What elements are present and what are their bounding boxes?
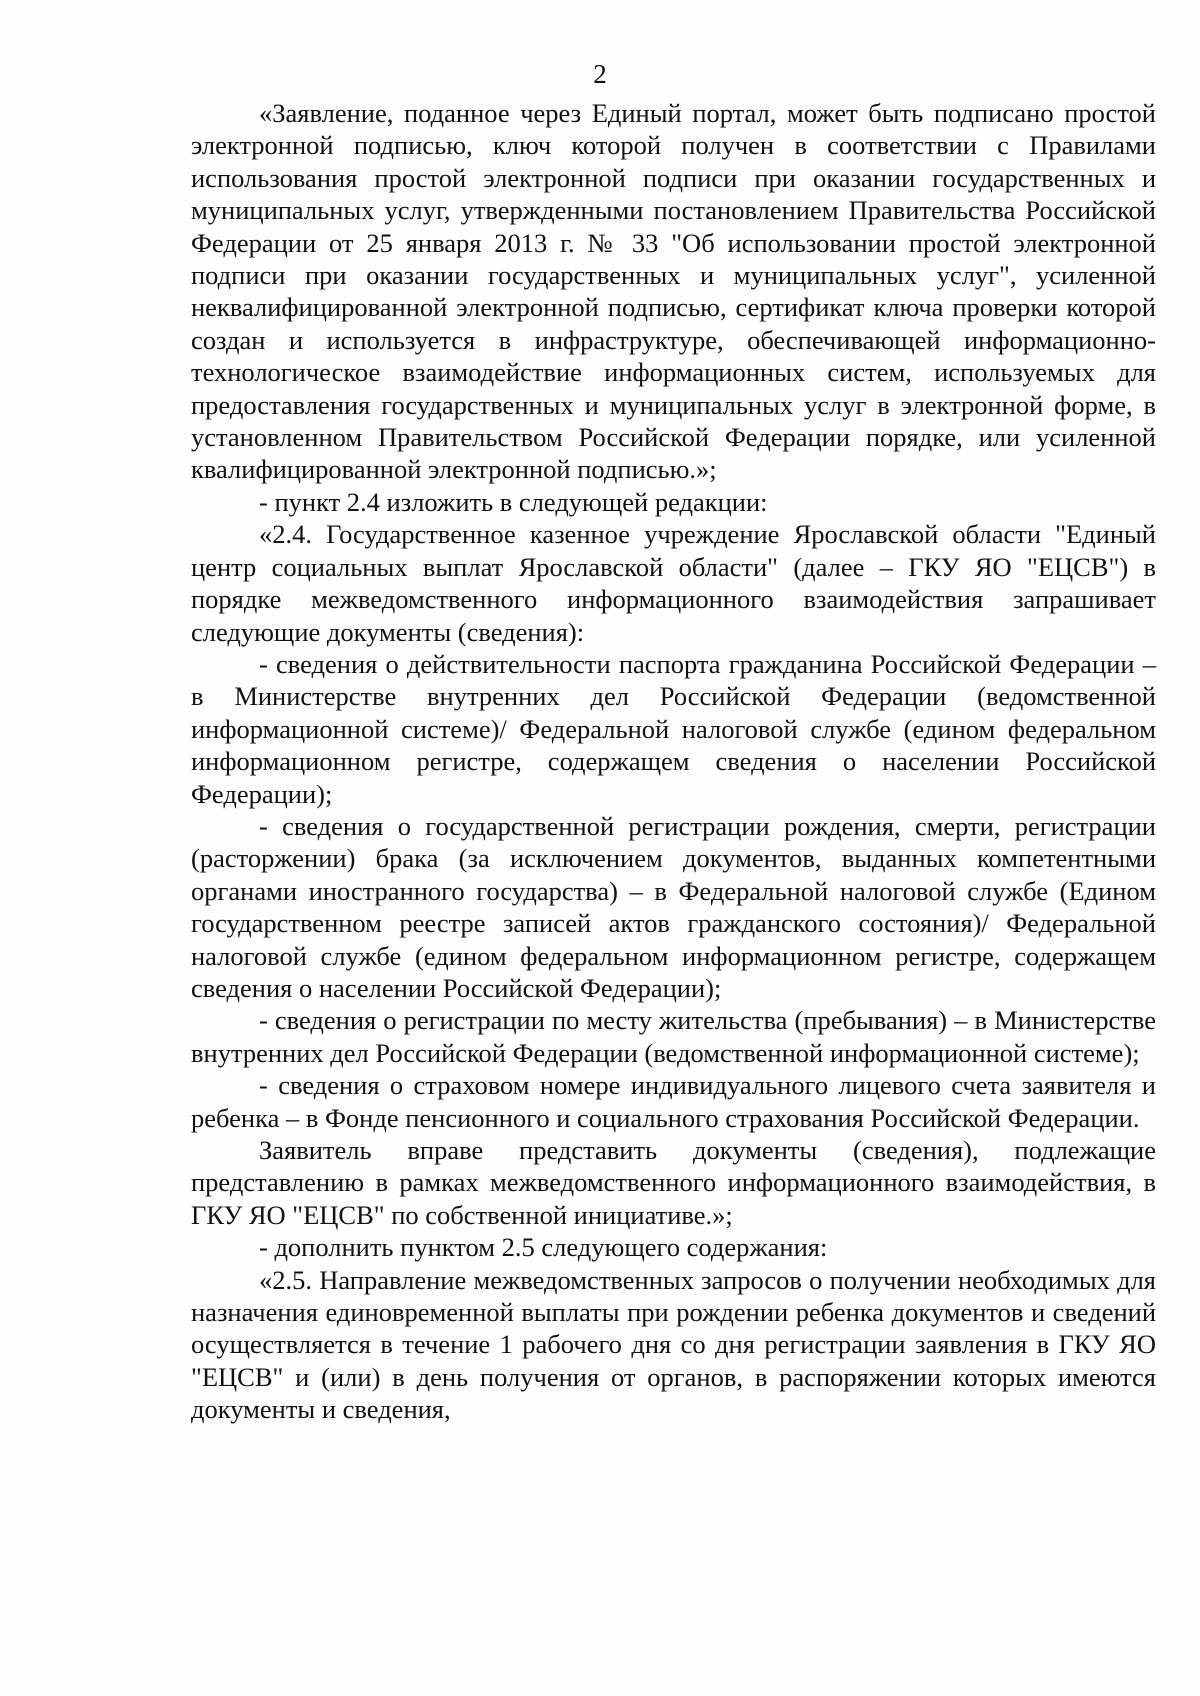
paragraph-residence-registration-info: - сведения о регистрации по месту жительства (пребывания) – в Министерстве внутренних дел Российской Федерации (ведомственной информационной системе); xyxy=(191,1005,1156,1068)
document-body xyxy=(191,97,1156,1426)
paragraph-insurance-number-info: - сведения о страховом номере индивидуального лицевого счета заявителя и ребенка – в Фонде пенсионного и социального страхования Российской Федерации. xyxy=(191,1070,1156,1133)
paragraph-point-2-4: «2.4. Государственное казенное учреждение Ярославской области "Единый центр социальных выплат Ярославской области" (далее – ГКУ ЯО "ЕЦСВ") в порядке межведомственного информационного взаимодействия запрашивает следующие документы (сведения): xyxy=(191,519,1156,647)
paragraph-civil-registration-info: - сведения о государственной регистрации рождения, смерти, регистрации (расторжении) брака (за исключением документов, выданных компетентными органами иностранного государства) – в Федеральной налоговой службе (Едином государственном реестре записей актов гражданского состояния)/ Федеральной налоговой службе (едином федеральном информационном регистре, содержащем сведения о населении Российской Федерации); xyxy=(191,810,1156,1003)
paragraph-point-2-5-intro: - дополнить пунктом 2.5 следующего содержания: xyxy=(259,1232,828,1263)
paragraph-point-2-5: «2.5. Направление межведомственных запросов о получении необходимых для назначения единовременной выплаты при рождении ребенка документов и сведений осуществляется в течение 1 рабочего дня со дня регистрации заявления в ГКУ ЯО "ЕЦСВ" и (или) в день получения от органов, в распоряжении которых имеются документы и сведения, xyxy=(191,1264,1156,1425)
paragraph-signature-rules: «Заявление, поданное через Единый портал, может быть подписано простой электронной подписью, ключ которой получен в соответствии с Правилами использования простой электронной подписи при оказании государственных и муниципальных услуг, утвержденными постановлением Правительства Российской Федерации от 25 января 2013 г. № 33 "Об использовании простой электронной подписи при оказании государственных и муниципальных услуг", усиленной неквалифицированной электронной подписью, сертификат ключа проверки которой создан и используется в инфраструктуре, обеспечивающей информационно-технологическое взаимодействие информационных систем, используемых для предоставления государственных и муниципальных услуг в электронной форме, в установленном Правительством Российской Федерации порядке, или усиленной квалифицированной электронной подписью.»; xyxy=(191,98,1156,485)
paragraph-applicant-right: Заявитель вправе представить документы (сведения), подлежащие представлению в рамках межведомственного информационного взаимодействия, в ГКУ ЯО "ЕЦСВ" по собственной инициативе.»; xyxy=(191,1135,1156,1230)
paragraph-passport-info: - сведения о действительности паспорта гражданина Российской Федерации – в Министерстве внутренних дел Российской Федерации (ведомственной информационной системе)/ Федеральной налоговой службе (едином федеральном информационном регистре, содержащем сведения о населении Российской Федерации); xyxy=(191,648,1156,809)
paragraph-point-2-4-intro: - пункт 2.4 изложить в следующей редакции: xyxy=(259,486,768,517)
page-number: 2 xyxy=(593,59,607,89)
